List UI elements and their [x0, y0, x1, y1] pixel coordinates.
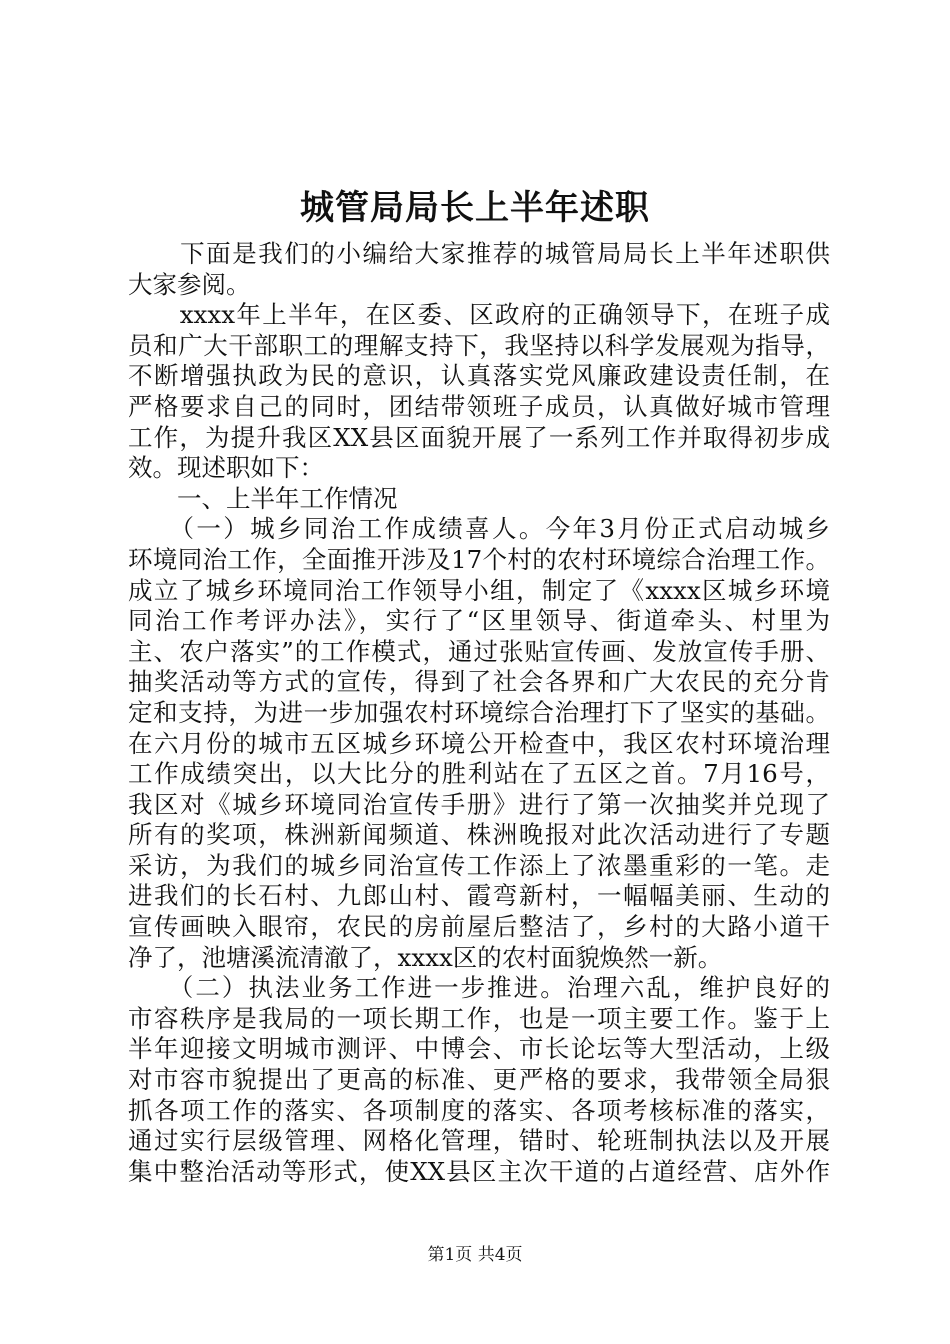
body-line: 半年迎接文明城市测评、中博会、市长论坛等大型活动，上级 [128, 1034, 830, 1064]
body-line: 通过实行层级管理、网格化管理，错时、轮班制执法以及开展 [128, 1126, 830, 1156]
body-line: 严格要求自己的同时，团结带领班子成员，认真做好城市管理 [128, 391, 830, 421]
body-line: 工作，为提升我区XX县区面貌开展了一系列工作并取得初步成 [128, 422, 830, 452]
body-line: 一、上半年工作情况 [128, 483, 398, 513]
document-title: 城管局局长上半年述职 [300, 188, 650, 228]
body-line: 在六月份的城市五区城乡环境公开检查中，我区农村环境治理 [128, 728, 830, 758]
body-line: 员和广大干部职工的理解支持下，我坚持以科学发展观为指导， [128, 330, 830, 360]
body-line: 所有的奖项，株洲新闻频道、株洲晚报对此次活动进行了专题 [128, 820, 830, 850]
body-line: 集中整治活动等形式，使XX县区主次干道的占道经营、店外作 [128, 1156, 830, 1186]
body-line: 不断增强执政为民的意识，认真落实党风廉政建设责任制，在 [128, 361, 830, 391]
body-line: 抽奖活动等方式的宣传，得到了社会各界和广大农民的充分肯 [128, 667, 830, 697]
body-line: 宣传画映入眼帘，农民的房前屋后整洁了，乡村的大路小道干 [128, 912, 830, 942]
body-line: 工作成绩突出，以大比分的胜利站在了五区之首。7月16号， [128, 759, 830, 789]
body-line: 大家参阅。 [128, 269, 251, 299]
body-line: 环境同治工作，全面推开涉及17个村的农村环境综合治理工作。 [128, 544, 830, 574]
body-line: 进我们的长石村、九郎山村、霞弯新村，一幅幅美丽、生动的 [128, 881, 830, 911]
body-line: 我区对《城乡环境同治宣传手册》进行了第一次抽奖并兑现了 [128, 789, 830, 819]
body-line: 市容秩序是我局的一项长期工作，也是一项主要工作。鉴于上 [128, 1003, 830, 1033]
body-line: 效。现述职如下： [128, 453, 324, 483]
body-line: 主、农户落实”的工作模式，通过张贴宣传画、发放宣传手册、 [128, 636, 830, 666]
body-line: 净了，池塘溪流清澈了，xxxx区的农村面貌焕然一新。 [128, 942, 723, 972]
body-line: 定和支持，为进一步加强农村环境综合治理打下了坚实的基础。 [128, 697, 830, 727]
body-line: 抓各项工作的落实、各项制度的落实、各项考核标准的落实， [128, 1095, 830, 1125]
body-line: 下面是我们的小编给大家推荐的城管局局长上半年述职供 [128, 239, 830, 268]
body-line: 采访，为我们的城乡同治宣传工作添上了浓墨重彩的一笔。走 [128, 850, 830, 880]
body-line: 对市容市貌提出了更高的标准、更严格的要求，我带领全局狠 [128, 1065, 830, 1095]
body-line: 同治工作考评办法》，实行了“区里领导、街道牵头、村里为 [128, 606, 830, 636]
body-line: 成立了城乡环境同治工作领导小组，制定了《xxxx区城乡环境 [128, 575, 830, 605]
document-body [128, 239, 830, 1187]
body-line: xxxx年上半年，在区委、区政府的正确领导下，在班子成 [128, 300, 830, 330]
body-line: （二）执法业务工作进一步推进。治理六乱，维护良好的 [128, 973, 830, 1003]
body-line: （一）城乡同治工作成绩喜人。今年3月份正式启动城乡 [128, 514, 830, 544]
page-footer: 第1页 共4页 [427, 1245, 523, 1265]
